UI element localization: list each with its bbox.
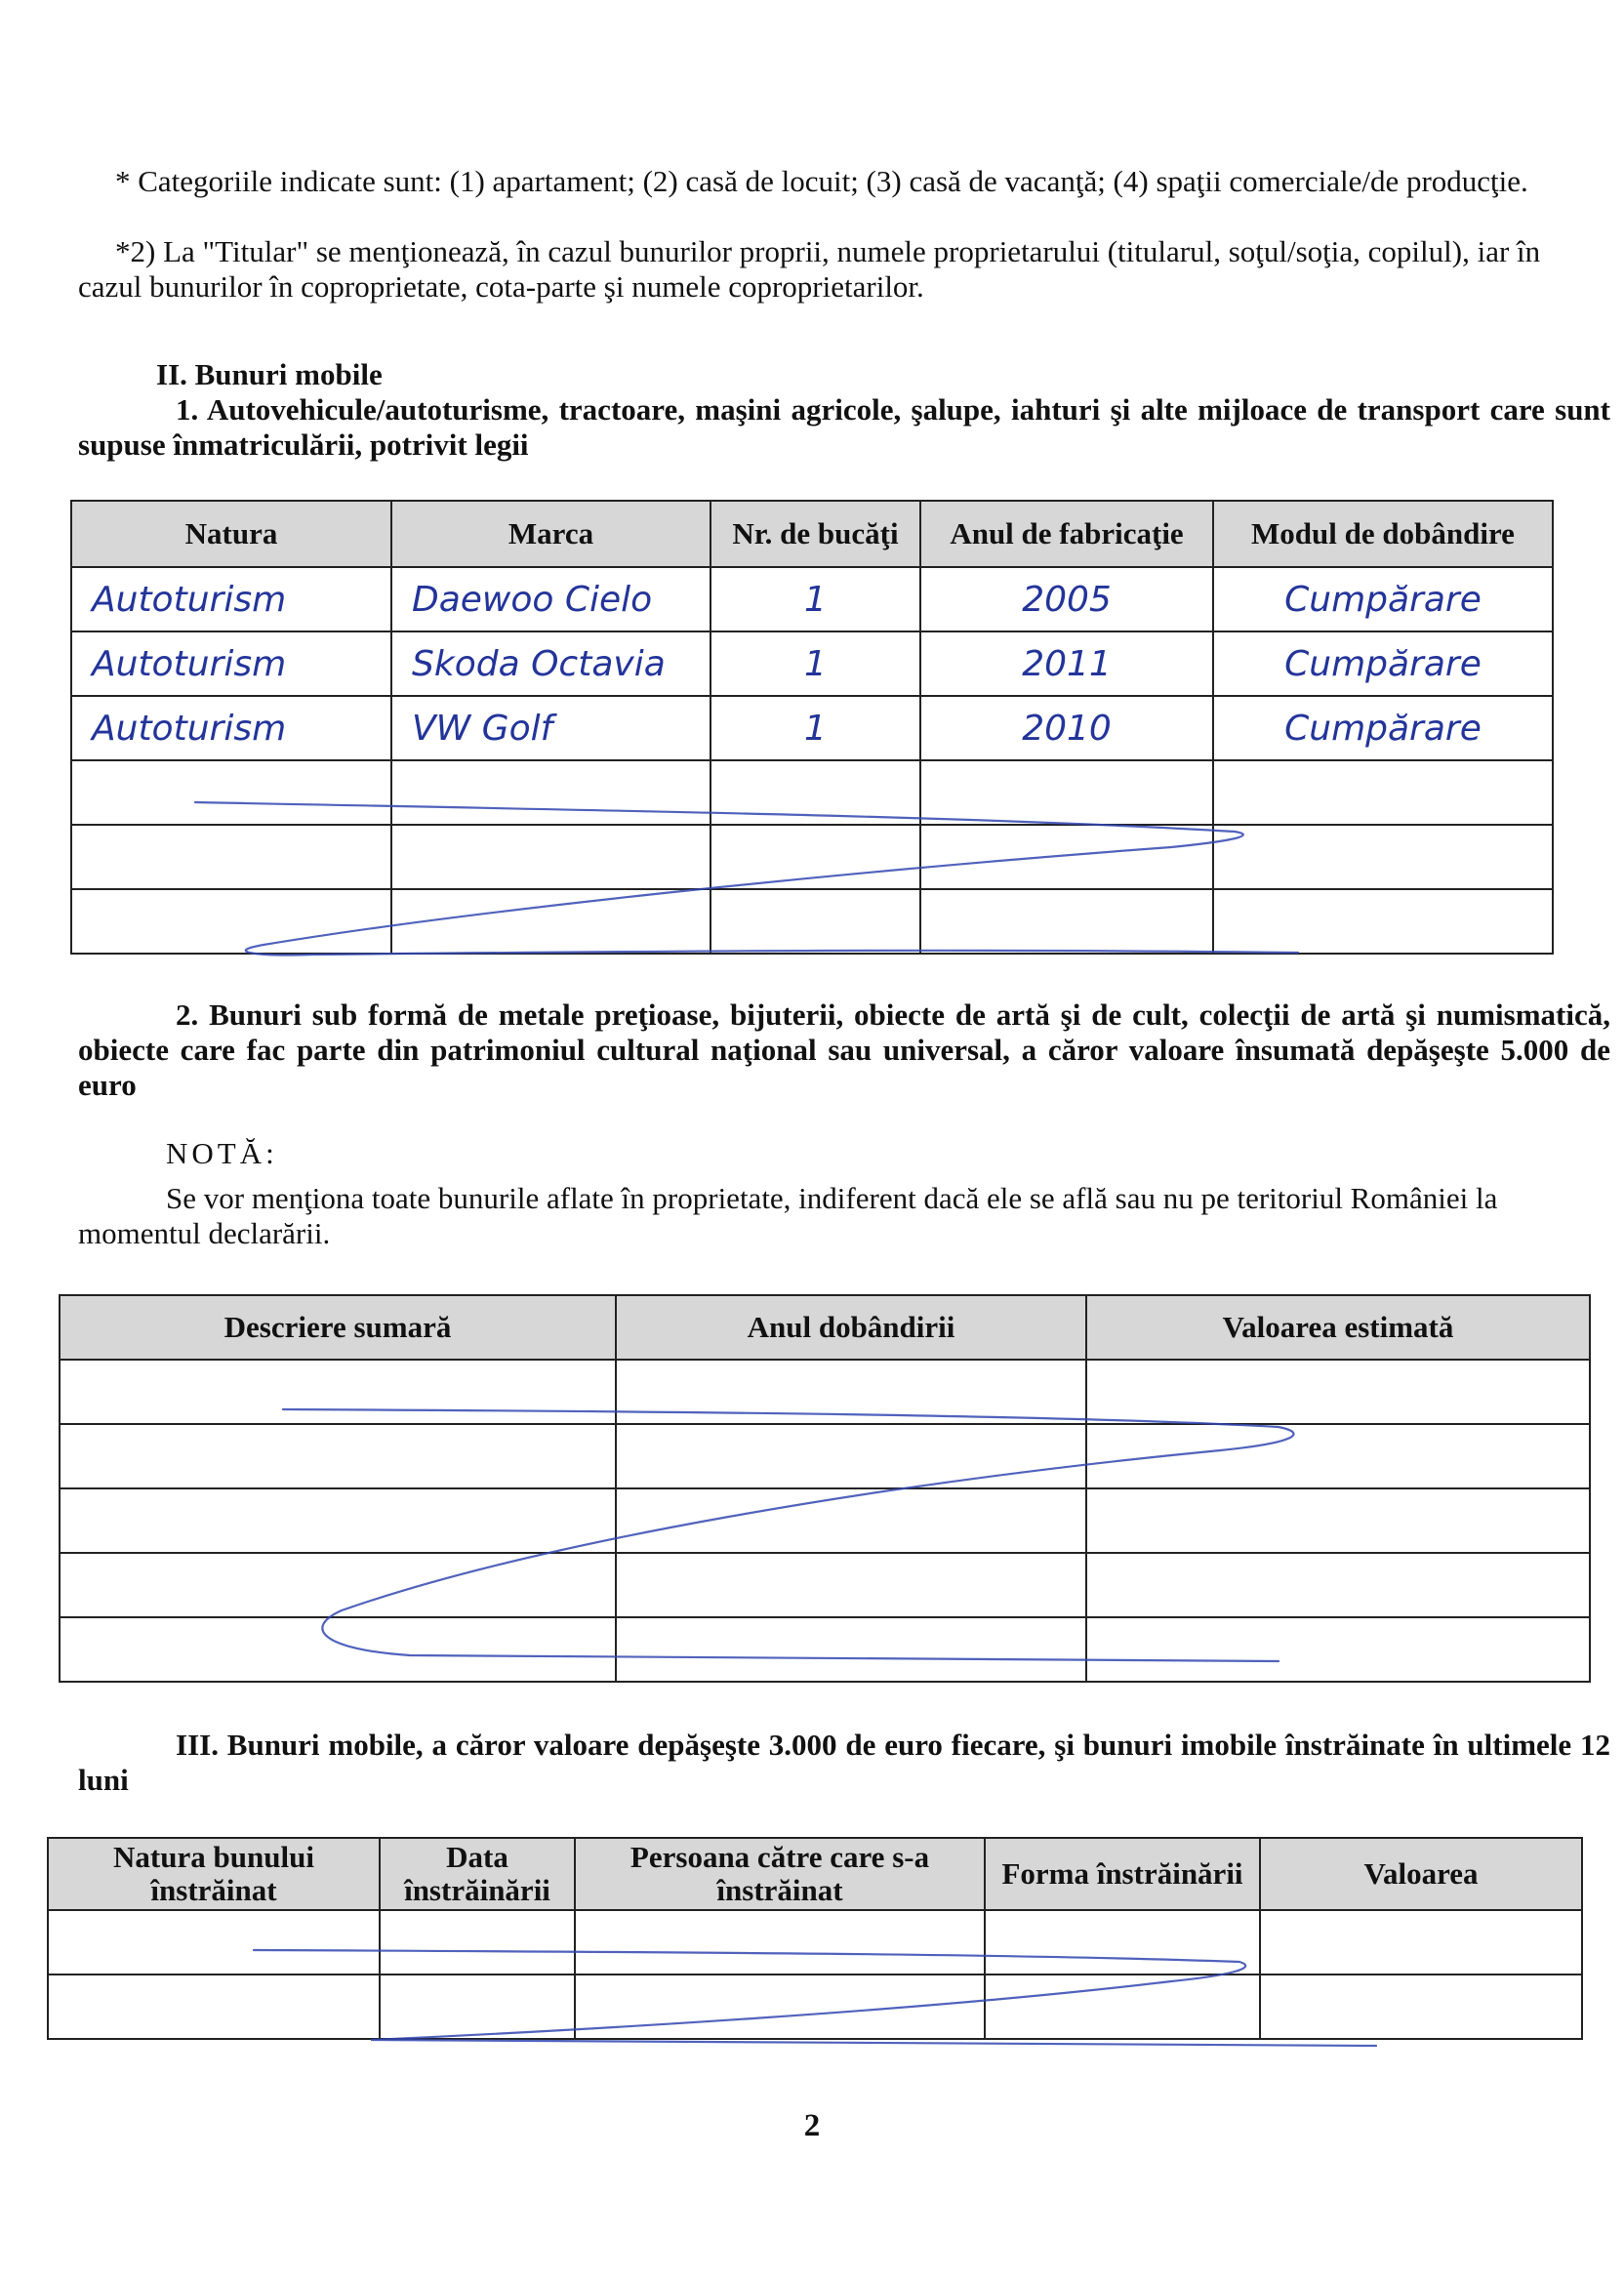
section-3-heading: III. Bunuri mobile, a căror valoare depăşeşte 3.000 de euro fiecare, şi bunuri imobile înstrăinate în ultimele 12 luni	[78, 1728, 1610, 1797]
vehicles-table	[70, 500, 1554, 955]
table-row	[71, 631, 1553, 696]
table-row	[71, 825, 1553, 889]
col-persoana: Persoana către care s-a înstrăinat	[575, 1838, 985, 1910]
page-number: 2	[803, 2108, 821, 2143]
col-data-instrainarii: Data înstrăinării	[380, 1838, 575, 1910]
table-row	[60, 1488, 1590, 1553]
nota-body: Se vor menţiona toate bunurile aflate în proprietate, indiferent dacă ele se află sau nu pe teritoriul României la momentul declarării.	[78, 1181, 1498, 1250]
col-marca: Marca	[391, 501, 710, 567]
titular-note: *2) La "Titular" se menţionează, în cazul bunurilor proprii, numele proprietarului (titularul, soţul/soţia, copilul), iar în cazul bunurilor în coproprietate, cota-parte şi numele coproprietarilor.	[78, 234, 1541, 304]
table-row	[60, 1617, 1590, 1682]
table-row	[60, 1553, 1590, 1617]
cell-modul: Cumpărare	[1213, 567, 1553, 631]
cell-natura: Autoturism	[71, 567, 391, 631]
cell-anul: 2010	[920, 696, 1213, 760]
col-nr-bucati: Nr. de bucăţi	[710, 501, 920, 567]
cell-modul: Cumpărare	[1213, 696, 1553, 760]
table-row	[71, 567, 1553, 631]
section-2-2-heading: 2. Bunuri sub formă de metale preţioase, bijuterii, obiecte de artă şi de cult, colecţii de artă şi numismatică, obiecte care fac parte din patrimoniul cultural naţional sau universal, a căror valoare însumată depăşeşte 5.000 de euro	[78, 998, 1610, 1102]
col-natura-bunului: Natura bunului înstrăinat	[48, 1838, 380, 1910]
categories-note: * Categoriile indicate sunt: (1) apartament; (2) casă de locuit; (3) casă de vacanţă; (4) spaţii comerciale/de producţie.	[115, 164, 1528, 198]
table-row	[48, 1975, 1582, 2039]
col-anul-dobandirii: Anul dobândirii	[616, 1295, 1086, 1360]
col-modul-dobandire: Modul de dobândire	[1213, 501, 1553, 567]
cell-anul: 2011	[920, 631, 1213, 696]
cell-marca: VW Golf	[391, 696, 710, 760]
table-row	[60, 1360, 1590, 1424]
cell-marca: Skoda Octavia	[391, 631, 710, 696]
cell-nr-bucati: 1	[710, 567, 920, 631]
table-row	[71, 889, 1553, 954]
col-natura: Natura	[71, 501, 391, 567]
valuables-table-header	[60, 1295, 1590, 1360]
alienated-table	[47, 1837, 1583, 2040]
section-2-title: II. Bunuri mobile	[156, 357, 383, 391]
cell-modul: Cumpărare	[1213, 631, 1553, 696]
cell-nr-bucati: 1	[710, 631, 920, 696]
cell-anul: 2005	[920, 567, 1213, 631]
col-anul-fabricatie: Anul de fabricaţie	[920, 501, 1213, 567]
cell-natura: Autoturism	[71, 696, 391, 760]
col-descriere: Descriere sumară	[60, 1295, 616, 1360]
section-2-1-heading: 1. Autovehicule/autoturisme, tractoare, maşini agricole, şalupe, iahturi şi alte mijloace de transport care sunt supuse înmatriculării, potrivit legii	[78, 392, 1610, 462]
vehicles-table-header	[71, 501, 1553, 567]
alienated-table-header	[48, 1838, 1582, 1910]
nota-title: NOTĂ:	[166, 1136, 278, 1170]
valuables-table	[59, 1294, 1591, 1683]
table-row	[48, 1910, 1582, 1975]
cell-nr-bucati: 1	[710, 696, 920, 760]
table-row	[60, 1424, 1590, 1488]
col-valoarea: Valoarea	[1260, 1838, 1582, 1910]
cell-marca: Daewoo Cielo	[391, 567, 710, 631]
table-row	[71, 760, 1553, 825]
table-row	[71, 696, 1553, 760]
cell-natura: Autoturism	[71, 631, 391, 696]
col-valoarea-estimata: Valoarea estimată	[1086, 1295, 1590, 1360]
col-forma-instrainarii: Forma înstrăinării	[985, 1838, 1260, 1910]
